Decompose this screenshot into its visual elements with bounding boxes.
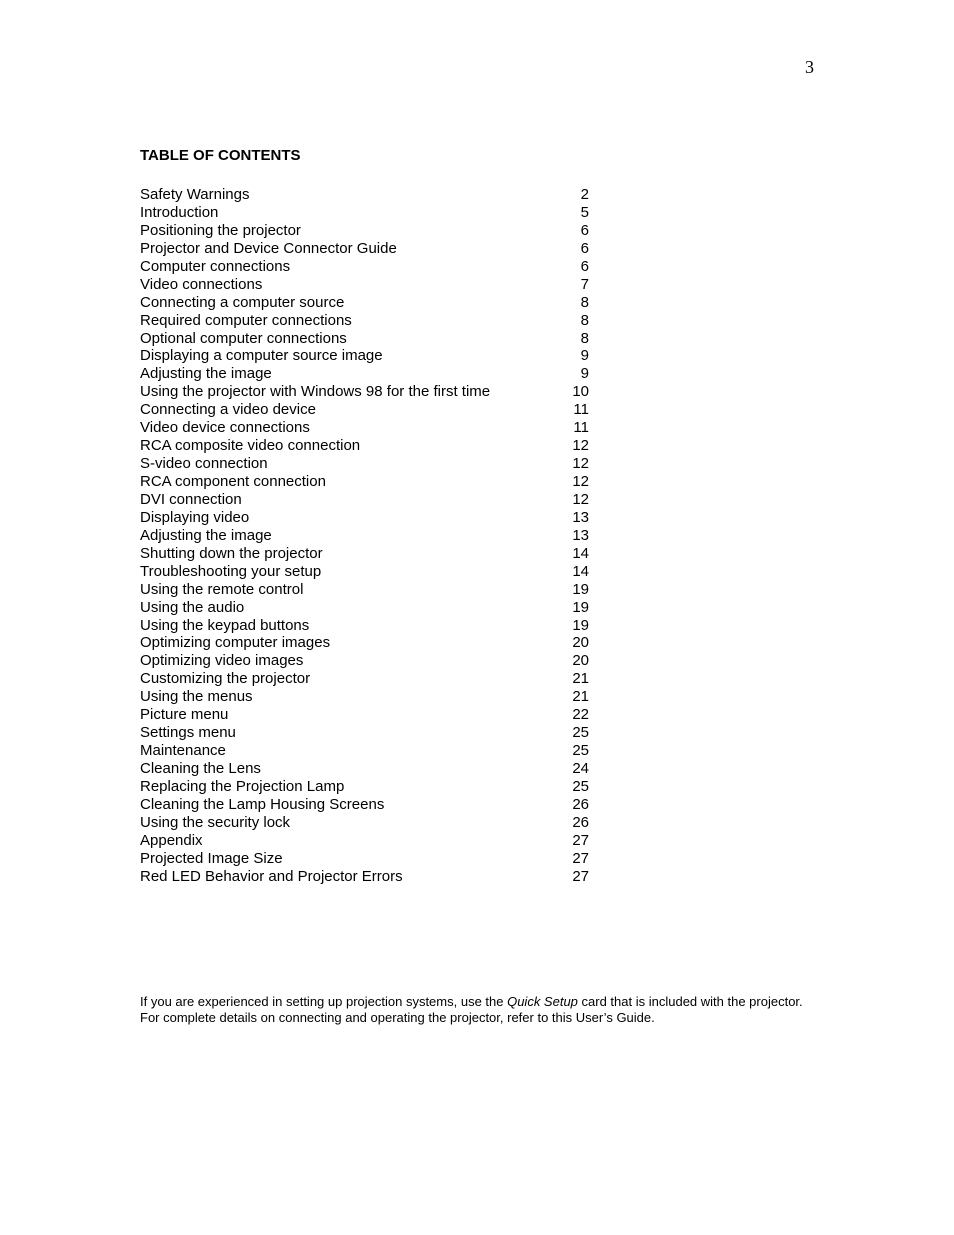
toc-entry	[140, 527, 592, 545]
toc-entry-page: 9	[580, 365, 589, 383]
toc-entry	[140, 240, 592, 258]
toc-entry-title: Optimizing computer images	[140, 634, 331, 652]
toc-entry-title: S-video connection	[140, 455, 268, 473]
toc-entry	[140, 419, 592, 437]
toc-entry-page: 20	[572, 652, 589, 670]
note-text-after: card that is included with the projector. For complete details on connecting and operating the projector, refer to this User’s Guide.	[140, 994, 803, 1025]
toc-entry	[140, 455, 592, 473]
toc-entry-page: 25	[572, 724, 589, 742]
toc-entry-page: 27	[572, 867, 589, 885]
toc-entry-page: 12	[572, 455, 589, 473]
toc-entry-page: 9	[580, 347, 589, 365]
toc-entry-title: Settings menu	[140, 724, 236, 742]
toc-entry	[140, 509, 592, 527]
toc-entry-title: Maintenance	[140, 742, 226, 760]
toc-list	[140, 186, 592, 886]
note-text-before: If you are experienced in setting up projection systems, use the	[140, 994, 508, 1009]
toc-entry-title: Displaying video	[140, 508, 250, 526]
toc-entry	[140, 437, 592, 455]
toc-entry	[140, 832, 592, 850]
toc-entry-page: 5	[580, 203, 589, 221]
toc-entry-title: Cleaning the Lens	[140, 760, 261, 777]
toc-entry-page: 22	[572, 706, 589, 724]
toc-entry-page: 11	[573, 401, 589, 419]
toc-entry-page: 25	[572, 777, 589, 795]
toc-entry-title: Optional computer connections	[140, 329, 347, 347]
toc-entry	[140, 850, 592, 868]
toc-entry-page: 19	[572, 598, 589, 616]
toc-entry	[140, 222, 592, 240]
toc-entry-page: 11	[573, 419, 589, 437]
toc-entry-page: 20	[572, 634, 589, 652]
toc-entry-title: Using the remote control	[140, 580, 304, 598]
toc-entry	[140, 581, 592, 599]
note-quick-setup-emphasis: Quick Setup	[507, 994, 578, 1009]
toc-entry-page: 21	[572, 670, 589, 688]
toc-entry	[140, 186, 592, 204]
toc-entry-title: Connecting a video device	[140, 401, 316, 419]
toc-entry	[140, 330, 592, 348]
toc-entry	[140, 688, 592, 706]
toc-entry-title: Adjusting the image	[140, 526, 272, 544]
toc-entry-page: 6	[580, 239, 589, 257]
toc-entry-title: Cleaning the Lamp Housing Screens	[140, 795, 385, 813]
toc-entry	[140, 312, 592, 330]
toc-entry-title: Using the keypad buttons	[140, 616, 310, 634]
toc-entry	[140, 294, 592, 312]
toc-entry-title: Introduction	[140, 203, 219, 221]
toc-entry-page: 19	[572, 580, 589, 598]
toc-entry-page: 26	[572, 795, 589, 813]
toc-entry-title: Replacing the Projection Lamp	[140, 777, 345, 795]
toc-entry-title: Connecting a computer source	[140, 293, 345, 311]
toc-entry	[140, 814, 592, 832]
toc-entry-title: Required computer connections	[140, 311, 352, 329]
toc-entry-title: Using the security lock	[140, 813, 291, 831]
toc-entry	[140, 365, 592, 383]
toc-entry-page: 7	[580, 275, 589, 293]
toc-entry-title: Using the projector with Windows 98 for the first time	[140, 383, 491, 401]
toc-entry-title: Video connections	[140, 275, 263, 293]
toc-entry-page: 21	[572, 688, 589, 706]
toc-entry	[140, 276, 592, 294]
toc-entry-title: Using the audio	[140, 598, 245, 616]
toc-entry-page: 6	[580, 257, 589, 275]
toc-entry-title: Projector and Device Connector Guide	[140, 239, 397, 257]
toc-entry-title: Appendix	[140, 831, 203, 849]
toc-entry-title: Safety Warnings	[140, 186, 250, 203]
toc-entry-page: 6	[580, 221, 589, 239]
toc-entry-title: Positioning the projector	[140, 221, 301, 239]
toc-entry	[140, 491, 592, 509]
toc-entry-page: 25	[572, 742, 589, 760]
toc-entry	[140, 760, 592, 778]
toc-entry-page: 19	[572, 616, 589, 634]
toc-entry-page: 27	[572, 849, 589, 867]
toc-entry	[140, 868, 592, 886]
toc-entry	[140, 652, 592, 670]
toc-entry-title: Picture menu	[140, 706, 229, 724]
toc-entry	[140, 634, 592, 652]
toc-entry-page: 13	[572, 508, 589, 526]
toc-entry-page: 13	[572, 526, 589, 544]
toc-entry	[140, 742, 592, 760]
toc-entry-page: 24	[572, 760, 589, 777]
toc-entry-title: Using the menus	[140, 688, 253, 706]
toc-entry	[140, 383, 592, 401]
toc-entry	[140, 599, 592, 617]
toc-entry-title: Computer connections	[140, 257, 291, 275]
toc-entry	[140, 204, 592, 222]
toc-entry-title: DVI connection	[140, 490, 242, 508]
toc-entry-page: 12	[572, 490, 589, 508]
toc-entry-page: 12	[572, 473, 589, 490]
toc-entry-title: RCA composite video connection	[140, 437, 361, 455]
toc-heading: TABLE OF CONTENTS	[140, 147, 301, 164]
toc-entry	[140, 401, 592, 419]
toc-entry	[140, 347, 592, 365]
toc-entry-page: 2	[580, 186, 589, 203]
toc-entry-page: 14	[572, 562, 589, 580]
toc-entry-title: Customizing the projector	[140, 670, 311, 688]
toc-entry-page: 8	[580, 293, 589, 311]
toc-entry-page: 27	[572, 831, 589, 849]
toc-entry-page: 10	[572, 383, 589, 401]
toc-entry-title: Projected Image Size	[140, 849, 283, 867]
toc-entry-page: 26	[572, 813, 589, 831]
toc-entry-title: Video device connections	[140, 419, 310, 437]
toc-entry-title: RCA component connection	[140, 473, 326, 490]
toc-entry	[140, 724, 592, 742]
toc-entry-title: Shutting down the projector	[140, 544, 323, 562]
toc-entry	[140, 563, 592, 581]
toc-entry	[140, 706, 592, 724]
toc-entry-page: 12	[572, 437, 589, 455]
toc-entry	[140, 617, 592, 635]
toc-entry	[140, 670, 592, 688]
toc-entry-title: Red LED Behavior and Projector Errors	[140, 867, 403, 885]
toc-entry-title: Troubleshooting your setup	[140, 562, 322, 580]
toc-entry-title: Displaying a computer source image	[140, 347, 383, 365]
toc-entry	[140, 796, 592, 814]
toc-entry	[140, 473, 592, 491]
toc-entry	[140, 545, 592, 563]
toc-entry	[140, 778, 592, 796]
quick-setup-note	[140, 994, 820, 1026]
toc-entry-page: 14	[572, 544, 589, 562]
toc-entry	[140, 258, 592, 276]
page-number: 3	[805, 57, 814, 77]
toc-entry-title: Optimizing video images	[140, 652, 304, 670]
toc-entry-page: 8	[580, 311, 589, 329]
toc-entry-page: 8	[580, 329, 589, 347]
toc-entry-title: Adjusting the image	[140, 365, 272, 383]
